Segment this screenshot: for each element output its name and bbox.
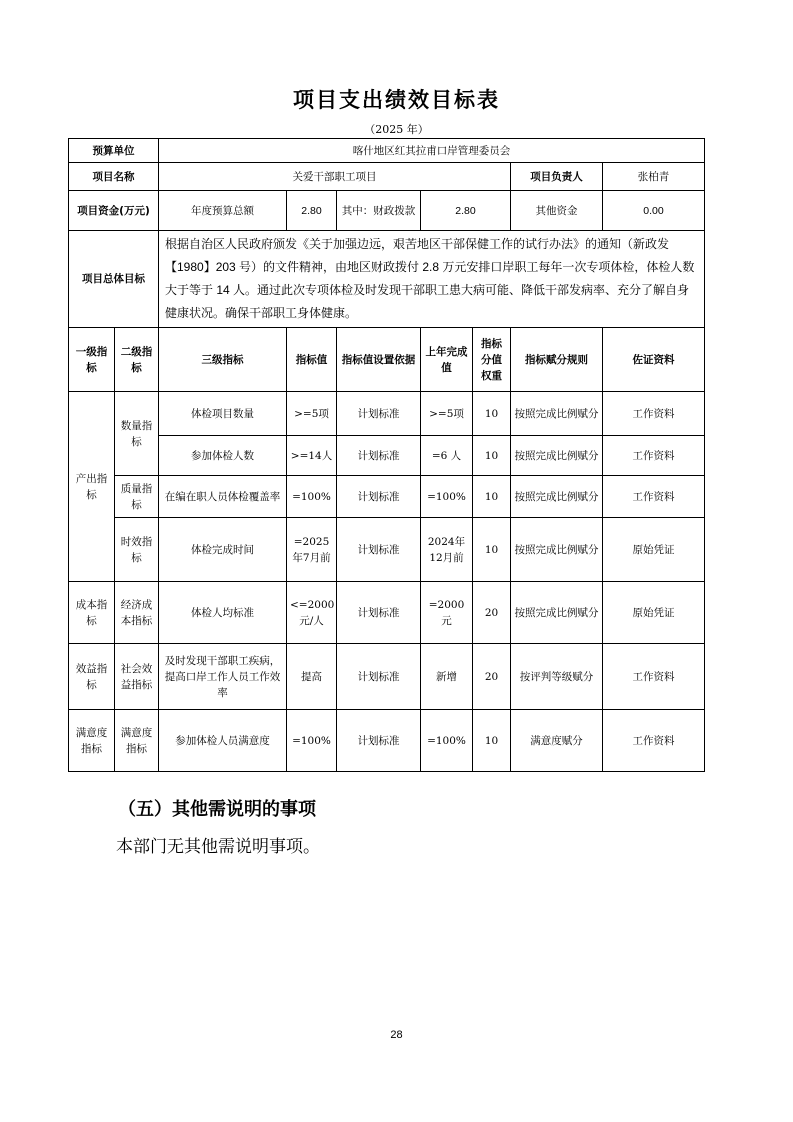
subgroup-label-timeliness: 时效指标 bbox=[115, 518, 159, 582]
group-label-satisfaction: 满意度指标 bbox=[69, 710, 115, 772]
subgroup-label-social-benefit: 社会效益指标 bbox=[115, 644, 159, 710]
indicator-cell: 及时发现干部职工疾病，提高口岸工作人员工作效率 bbox=[159, 644, 287, 710]
basis-cell: 计划标准 bbox=[337, 710, 421, 772]
column-header: 指标值 bbox=[287, 328, 337, 392]
owner-value: 张柏青 bbox=[603, 163, 705, 191]
group-label-benefit: 效益指标 bbox=[69, 644, 115, 710]
performance-table bbox=[68, 138, 705, 772]
page-number: 28 bbox=[390, 1029, 403, 1041]
unit-value: 喀什地区红其拉甫口岸管理委员会 bbox=[159, 139, 705, 163]
column-header: 一级指标 bbox=[69, 328, 115, 392]
indicator-cell: 参加体检人员满意度 bbox=[159, 710, 287, 772]
weight-cell: 20 bbox=[473, 582, 511, 644]
rule-cell: 按照完成比例赋分 bbox=[511, 476, 603, 518]
basis-cell: 计划标准 bbox=[337, 476, 421, 518]
subgroup-label-quantity: 数量指标 bbox=[115, 392, 159, 476]
last-value-cell: =2000元 bbox=[421, 582, 473, 644]
evidence-cell: 工作资料 bbox=[603, 710, 705, 772]
project-value: 关爱干部职工项目 bbox=[159, 163, 511, 191]
indicator-cell: 在编在职人员体检覆盖率 bbox=[159, 476, 287, 518]
last-value-cell: =100% bbox=[421, 476, 473, 518]
goal-text: 根据自治区人民政府颁发《关于加强边远，艰苦地区干部保健工作的试行办法》的通知（新政发【1980】203 号）的文件精神，由地区财政拨付 2.8 万元安排口岸职工每年一次专项体检，体检人数大于等于 14 人。通过此次专项体检及时发现干部职工患大病可能、降低干部发病率、充分了解自身健康状况。确保干部职工身体健康。 bbox=[159, 231, 705, 328]
fiscal-value: 2.80 bbox=[421, 191, 511, 231]
evidence-cell: 原始凭证 bbox=[603, 518, 705, 582]
subgroup-label-quality: 质量指标 bbox=[115, 476, 159, 518]
group-label-cost: 成本指标 bbox=[69, 582, 115, 644]
basis-cell: 计划标准 bbox=[337, 582, 421, 644]
weight-cell: 10 bbox=[473, 476, 511, 518]
value-cell: =100% bbox=[287, 710, 337, 772]
weight-cell: 20 bbox=[473, 644, 511, 710]
basis-cell: 计划标准 bbox=[337, 436, 421, 476]
evidence-cell: 原始凭证 bbox=[603, 582, 705, 644]
evidence-cell: 工作资料 bbox=[603, 644, 705, 710]
rule-cell: 按照完成比例赋分 bbox=[511, 518, 603, 582]
evidence-cell: 工作资料 bbox=[603, 392, 705, 436]
value-cell: >=5项 bbox=[287, 392, 337, 436]
indicator-cell: 体检完成时间 bbox=[159, 518, 287, 582]
subgroup-label-satisfaction: 满意度指标 bbox=[115, 710, 159, 772]
column-header: 三级指标 bbox=[159, 328, 287, 392]
column-header: 指标值设置依据 bbox=[337, 328, 421, 392]
value-cell: 提高 bbox=[287, 644, 337, 710]
basis-cell: 计划标准 bbox=[337, 644, 421, 710]
rule-cell: 满意度赋分 bbox=[511, 710, 603, 772]
fund-label: 项目资金(万元) bbox=[69, 191, 159, 231]
page-title: 项目支出绩效目标表 bbox=[293, 88, 500, 112]
indicator-cell: 参加体检人数 bbox=[159, 436, 287, 476]
owner-label: 项目负责人 bbox=[511, 163, 603, 191]
value-cell: >=14人 bbox=[287, 436, 337, 476]
project-label: 项目名称 bbox=[69, 163, 159, 191]
section-body-text: 本部门无其他需说明事项。 bbox=[116, 837, 320, 857]
goal-label: 项目总体目标 bbox=[69, 231, 159, 328]
last-value-cell: =100% bbox=[421, 710, 473, 772]
evidence-cell: 工作资料 bbox=[603, 476, 705, 518]
indicator-cell: 体检项目数量 bbox=[159, 392, 287, 436]
annual-budget-value: 2.80 bbox=[287, 191, 337, 231]
column-header: 指标赋分规则 bbox=[511, 328, 603, 392]
last-value-cell: >=5项 bbox=[421, 392, 473, 436]
weight-cell: 10 bbox=[473, 436, 511, 476]
column-header: 佐证资料 bbox=[603, 328, 705, 392]
year-label: （2025 年） bbox=[364, 123, 429, 136]
evidence-cell: 工作资料 bbox=[603, 436, 705, 476]
column-header: 指标分值权重 bbox=[473, 328, 511, 392]
column-header: 二级指标 bbox=[115, 328, 159, 392]
unit-label: 预算单位 bbox=[69, 139, 159, 163]
weight-cell: 10 bbox=[473, 392, 511, 436]
basis-cell: 计划标准 bbox=[337, 392, 421, 436]
last-value-cell: 2024年12月前 bbox=[421, 518, 473, 582]
basis-cell: 计划标准 bbox=[337, 518, 421, 582]
rule-cell: 按评判等级赋分 bbox=[511, 644, 603, 710]
rule-cell: 按照完成比例赋分 bbox=[511, 436, 603, 476]
fiscal-label: 其中：财政拨款 bbox=[337, 191, 421, 231]
value-cell: <=2000元/人 bbox=[287, 582, 337, 644]
indicator-cell: 体检人均标准 bbox=[159, 582, 287, 644]
column-header: 上年完成值 bbox=[421, 328, 473, 392]
rule-cell: 按照完成比例赋分 bbox=[511, 582, 603, 644]
value-cell: =100% bbox=[287, 476, 337, 518]
last-value-cell: 新增 bbox=[421, 644, 473, 710]
value-cell: =2025年7月前 bbox=[287, 518, 337, 582]
other-fund-label: 其他资金 bbox=[511, 191, 603, 231]
other-fund-value: 0.00 bbox=[603, 191, 705, 231]
rule-cell: 按照完成比例赋分 bbox=[511, 392, 603, 436]
last-value-cell: =6 人 bbox=[421, 436, 473, 476]
weight-cell: 10 bbox=[473, 710, 511, 772]
weight-cell: 10 bbox=[473, 518, 511, 582]
section-heading: （五）其他需说明的事项 bbox=[118, 799, 316, 820]
annual-budget-label: 年度预算总额 bbox=[159, 191, 287, 231]
group-label-output: 产出指标 bbox=[69, 392, 115, 582]
subgroup-label-economic-cost: 经济成本指标 bbox=[115, 582, 159, 644]
